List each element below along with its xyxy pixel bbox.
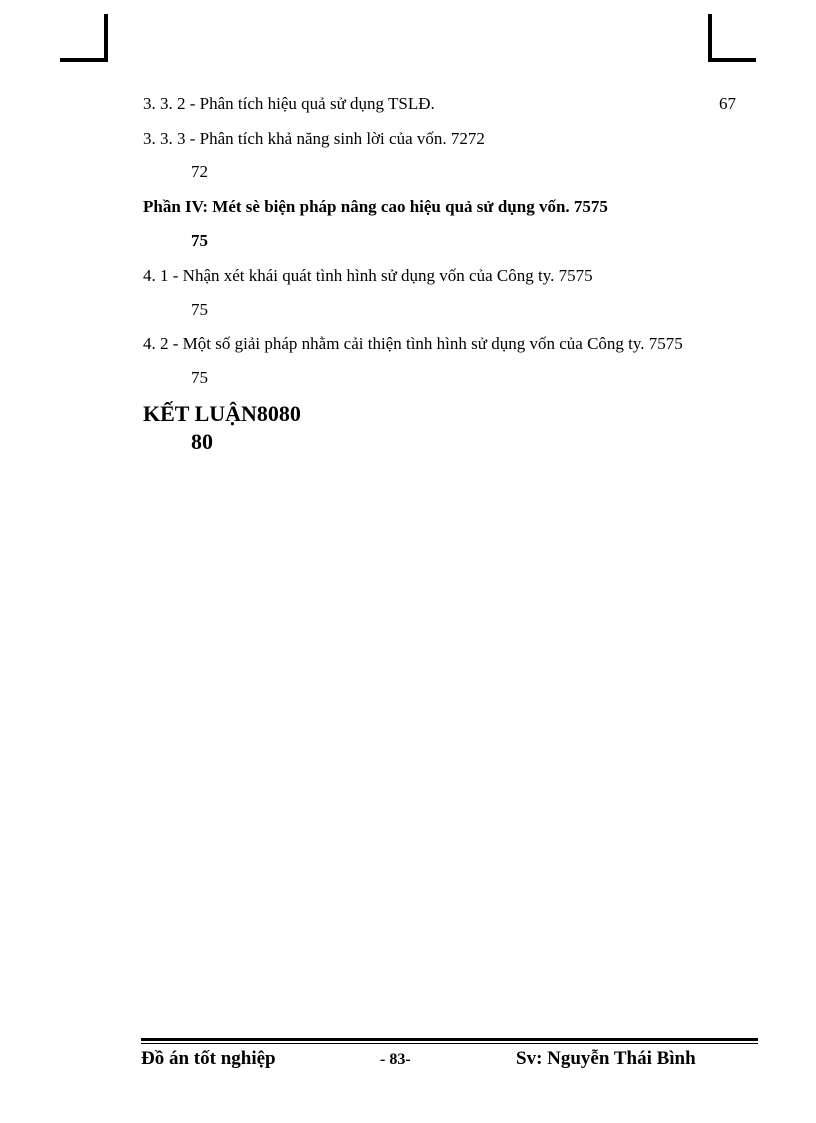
toc-entry-4-2: 4. 2 - Một số giải pháp nhằm cải thiện tình hình sử dụng vốn của Công ty. 7575 <box>143 334 683 353</box>
toc-entry-text: 3. 3. 2 - Phân tích hiệu quả sử dụng TSLĐ. <box>143 94 435 113</box>
toc-entry-part-iv: Phần IV: Mét sè biện pháp nâng cao hiệu quả sử dụng vốn. 7575 <box>143 197 608 216</box>
footer-rule-thin <box>141 1043 758 1044</box>
toc-entry-ket-luan-page: 80 <box>191 429 213 454</box>
toc-entry-4-1: 4. 1 - Nhận xét khái quát tình hình sử dụng vốn của Công ty. 7575 <box>143 266 593 285</box>
crop-mark-top-left-h <box>60 58 108 62</box>
crop-mark-top-right-v <box>708 14 712 62</box>
toc-entry-part-iv-page: 75 <box>191 231 208 250</box>
footer-page-number: - 83- <box>380 1051 411 1068</box>
footer-author: Sv: Nguyễn Thái Bình <box>516 1048 696 1069</box>
toc-entry-3-3-3: 3. 3. 3 - Phân tích khả năng sinh lời của vốn. 7272 <box>143 129 485 148</box>
crop-mark-top-right-h <box>708 58 756 62</box>
footer-rule-thick <box>141 1038 758 1041</box>
toc-entry-3-3-3-page: 72 <box>191 162 208 181</box>
toc-entry-4-1-page: 75 <box>191 300 208 319</box>
toc-entry-4-2-page: 75 <box>191 368 208 387</box>
footer-document-title: Đồ án tốt nghiệp <box>141 1048 276 1069</box>
toc-entry-ket-luan: KẾT LUẬN8080 <box>143 401 301 426</box>
toc-entry-3-3-2-page: 67 <box>719 94 736 113</box>
crop-mark-top-left-v <box>104 14 108 62</box>
toc-entry-3-3-2 <box>143 94 435 114</box>
